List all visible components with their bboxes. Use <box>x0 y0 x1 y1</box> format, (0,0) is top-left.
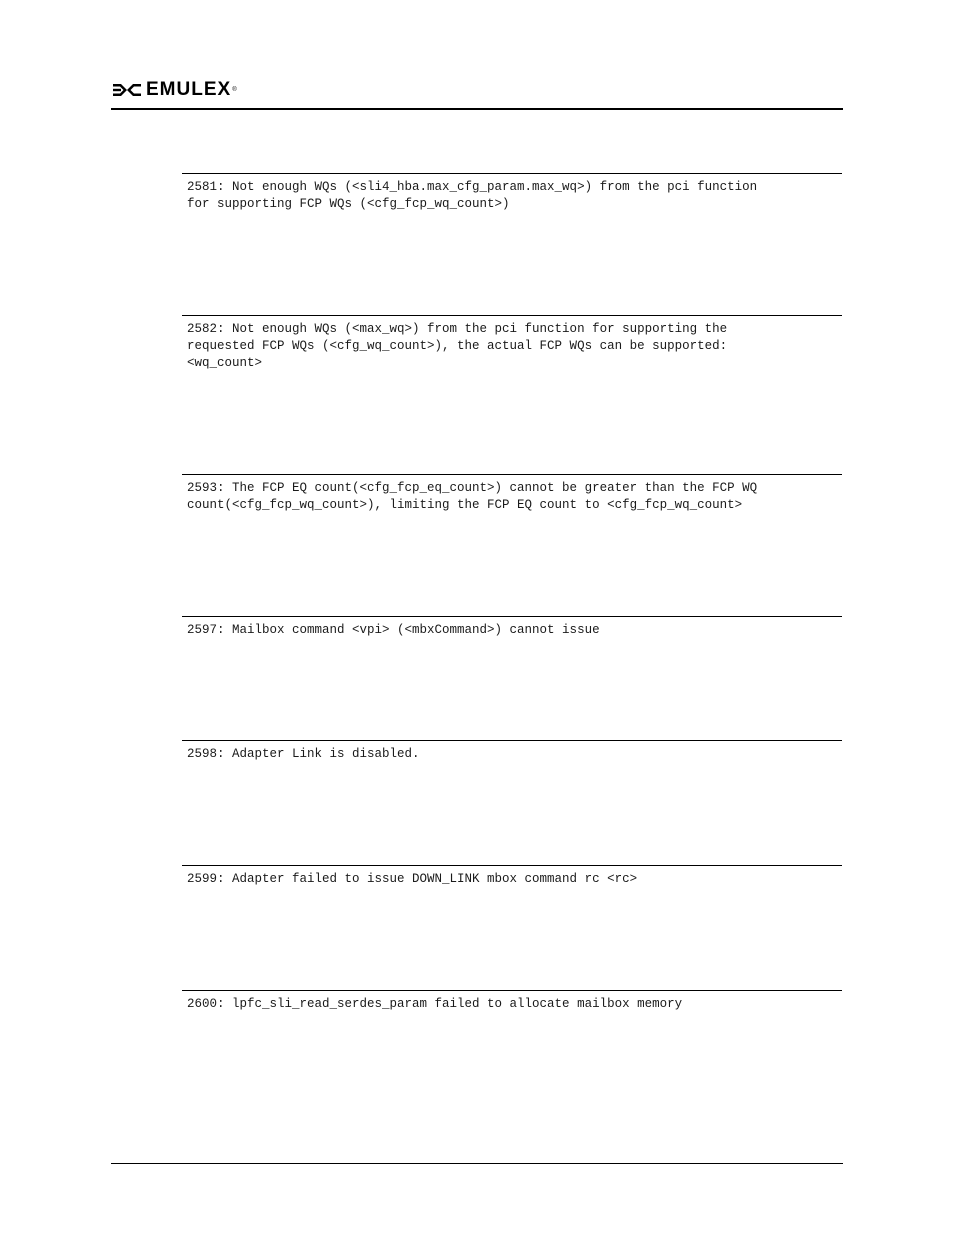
log-message-entry <box>182 990 842 1013</box>
log-message-entry <box>182 315 842 372</box>
log-message-entry <box>182 173 842 213</box>
log-message-text: 2582: Not enough WQs (<max_wq>) from the pci function for supporting the requested FCP WQs (<cfg_wq_count>), the actual FCP WQs can be supported: <wq_count> <box>187 322 728 370</box>
log-message-text: 2599: Adapter failed to issue DOWN_LINK mbox command rc <rc> <box>187 872 638 886</box>
log-message-entry <box>182 740 842 763</box>
emulex-logo-icon <box>112 82 142 98</box>
logo-trademark: ® <box>232 87 237 93</box>
log-message-text: 2581: Not enough WQs (<sli4_hba.max_cfg_param.max_wq>) from the pci function for supporting FCP WQs (<cfg_fcp_wq_count>) <box>187 180 758 211</box>
log-message-text: 2598: Adapter Link is disabled. <box>187 747 420 761</box>
log-message-text: 2593: The FCP EQ count(<cfg_fcp_eq_count>) cannot be greater than the FCP WQ count(<cfg_fcp_wq_count>), limiting the FCP EQ count to <cfg_fcp_wq_count> <box>187 481 758 512</box>
logo-wordmark: EMULEX <box>146 79 232 100</box>
log-message-entry <box>182 616 842 639</box>
header-divider <box>111 108 843 110</box>
log-message-entry <box>182 865 842 888</box>
emulex-logo <box>112 80 237 100</box>
log-message-text: 2600: lpfc_sli_read_serdes_param failed to allocate mailbox memory <box>187 997 683 1011</box>
footer-divider <box>111 1163 843 1164</box>
log-message-entry <box>182 474 842 514</box>
log-message-text: 2597: Mailbox command <vpi> (<mbxCommand>) cannot issue <box>187 623 600 637</box>
